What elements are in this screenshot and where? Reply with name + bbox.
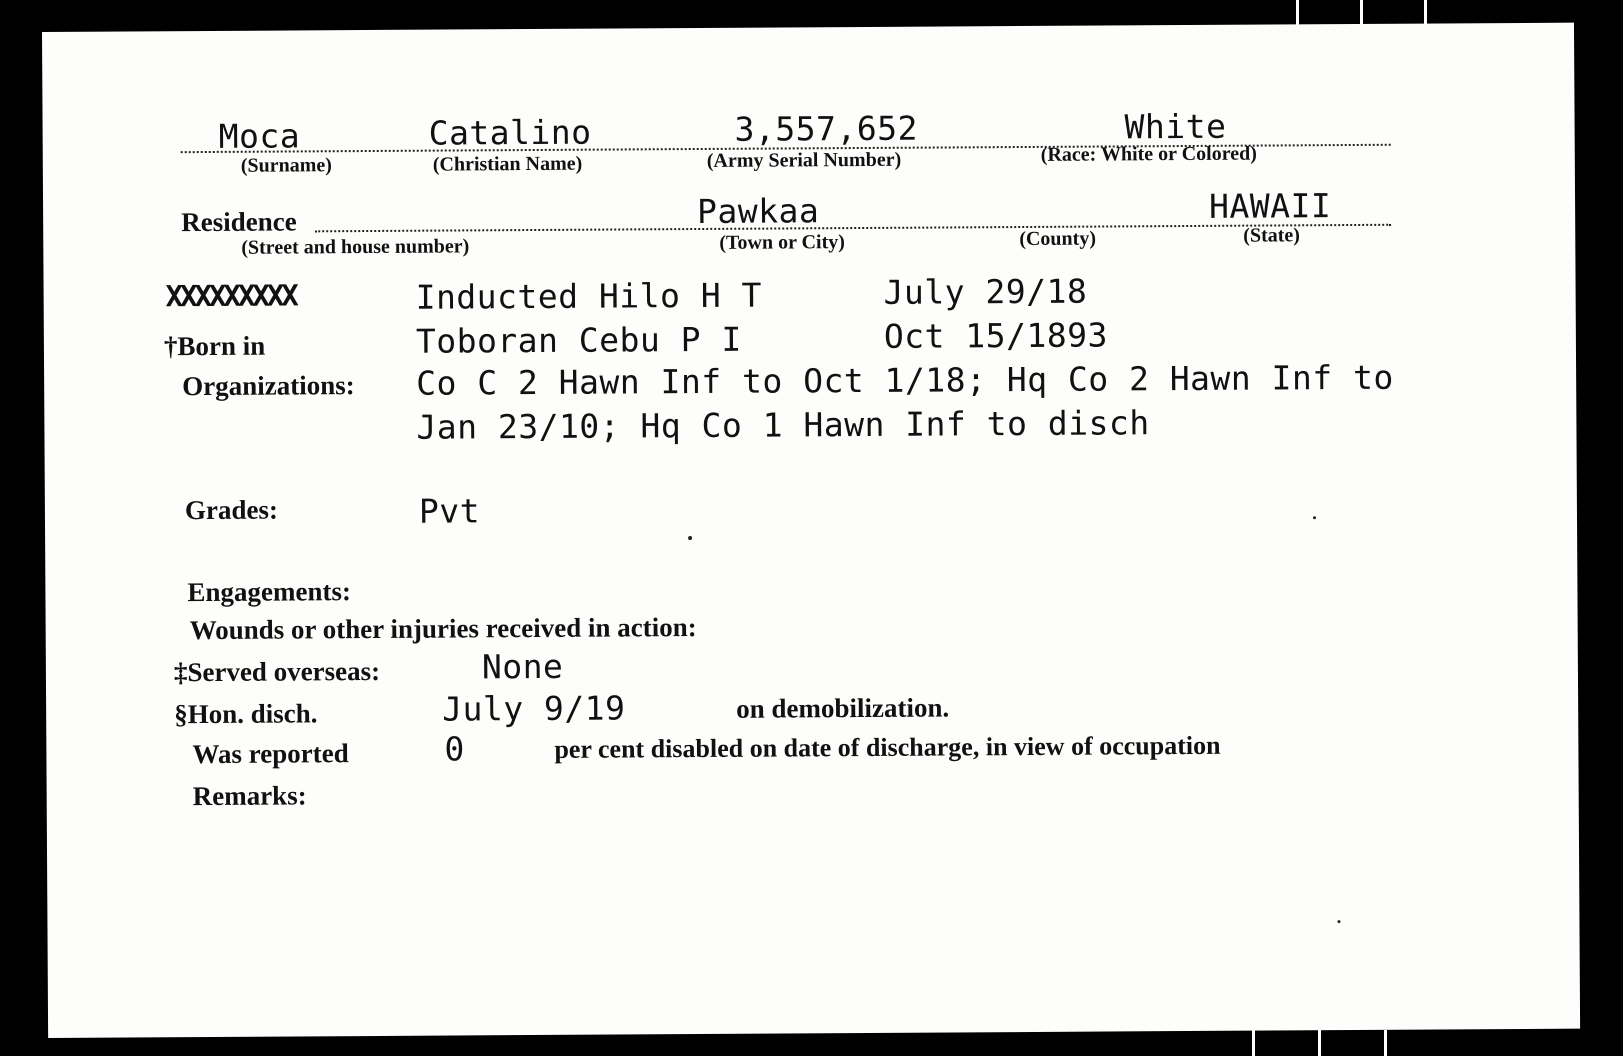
service-record-card <box>42 23 1580 1038</box>
surname-value: Moca <box>218 116 301 156</box>
remarks-label: Remarks: <box>192 780 307 812</box>
born-date-value: Oct 15/1893 <box>883 315 1109 356</box>
served-overseas-label: ‡Served overseas: <box>173 655 381 688</box>
scan-edge-mark <box>1252 1030 1255 1056</box>
disability-value: 0 <box>444 729 465 769</box>
scan-edge-mark <box>1424 0 1427 26</box>
disability-label: Was reported <box>192 738 349 770</box>
discharge-suffix: on demobilization. <box>736 692 950 724</box>
scan-edge-mark <box>1318 1030 1321 1056</box>
scan-edge-mark <box>1384 1030 1387 1056</box>
discharge-label: §Hon. disch. <box>174 698 318 730</box>
scan-speck <box>1313 516 1316 519</box>
organizations-line-1: Co C 2 Hawn Inf to Oct 1/18; Hq Co 2 Hawn Inf to <box>416 357 1394 403</box>
serial-number-caption: (Army Serial Number) <box>706 148 902 172</box>
street-caption: (Street and house number) <box>241 235 470 259</box>
grades-label: Grades: <box>184 494 278 526</box>
engagements-label: Engagements: <box>187 576 352 608</box>
scan-speck <box>688 536 692 540</box>
born-label: †Born in <box>163 330 266 362</box>
grades-value: Pvt <box>418 491 481 531</box>
serial-number-value: 3,557,652 <box>734 108 919 149</box>
residence-label: Residence <box>181 206 297 238</box>
scan-edge-mark <box>1296 0 1299 26</box>
christian-name-value: Catalino <box>428 112 592 153</box>
born-place-value: Toboran Cebu P I <box>415 319 742 361</box>
wounds-label: Wounds or other injuries received in action: <box>189 612 697 646</box>
organizations-line-2: Jan 23/10; Hq Co 1 Hawn Inf to disch <box>416 403 1150 447</box>
served-overseas-value: None <box>481 646 564 687</box>
scan-edge-mark <box>1360 0 1363 26</box>
disability-suffix: per cent disabled on date of discharge, in view of occupation <box>554 730 1221 764</box>
state-value: HAWAII <box>1208 186 1332 226</box>
inducted-place-value: Inducted Hilo H T <box>415 275 763 317</box>
town-value: Pawkaa <box>696 191 820 232</box>
race-value: White <box>1124 106 1227 147</box>
inducted-date-value: July 29/18 <box>883 271 1088 312</box>
christian-name-caption: (Christian Name) <box>432 152 583 176</box>
scan-speck <box>1337 920 1340 923</box>
race-caption: (Race: White or Colored) <box>1040 142 1257 166</box>
organizations-label: Organizations: <box>182 370 355 402</box>
surname-caption: (Surname) <box>240 154 332 177</box>
county-caption: (County) <box>1019 227 1097 251</box>
state-caption: (State) <box>1243 224 1300 247</box>
discharge-date-value: July 9/19 <box>442 688 626 729</box>
town-caption: (Town or City) <box>719 231 845 254</box>
inducted-label-struck: XXXXXXXXX <box>165 278 296 314</box>
